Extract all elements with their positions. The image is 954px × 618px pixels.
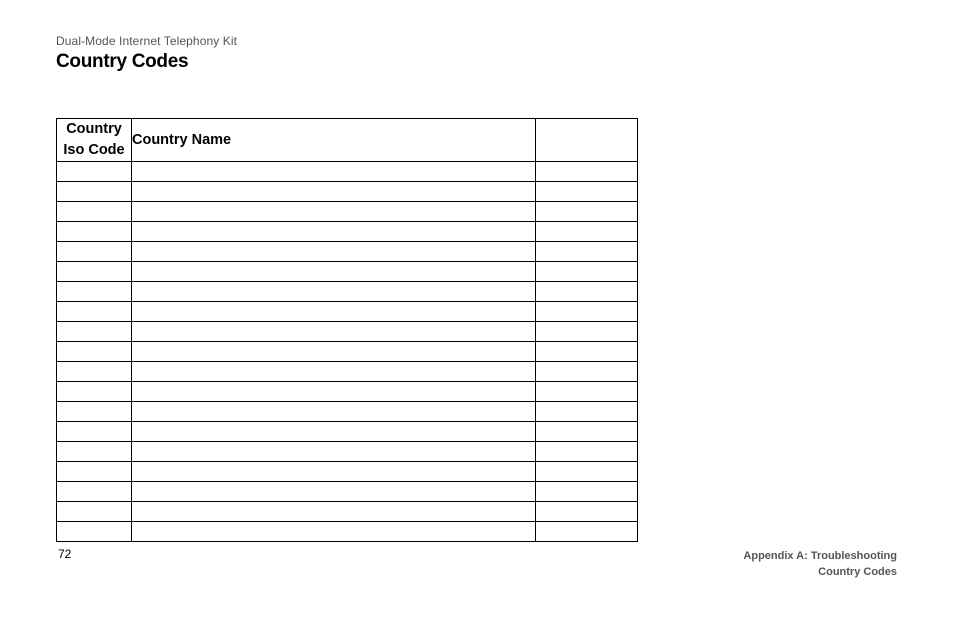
cell-extra — [536, 382, 638, 402]
cell-iso-code — [57, 182, 132, 202]
country-codes-table — [56, 118, 638, 542]
cell-extra — [536, 442, 638, 462]
cell-country-name — [132, 182, 536, 202]
table-row — [57, 262, 638, 282]
cell-extra — [536, 342, 638, 362]
cell-iso-code — [57, 262, 132, 282]
cell-extra — [536, 202, 638, 222]
table-row — [57, 382, 638, 402]
cell-country-name — [132, 502, 536, 522]
cell-iso-code — [57, 302, 132, 322]
column-header-country-name: Country Name — [132, 119, 536, 162]
cell-country-name — [132, 242, 536, 262]
column-header-iso-code: Country Iso Code — [57, 119, 132, 162]
cell-iso-code — [57, 502, 132, 522]
cell-country-name — [132, 462, 536, 482]
cell-extra — [536, 482, 638, 502]
cell-extra — [536, 402, 638, 422]
table-row — [57, 202, 638, 222]
document-title: Dual-Mode Internet Telephony Kit — [56, 34, 238, 48]
cell-iso-code — [57, 282, 132, 302]
cell-country-name — [132, 282, 536, 302]
cell-extra — [536, 522, 638, 542]
table-row — [57, 462, 638, 482]
page-number: 72 — [58, 547, 72, 561]
table-row — [57, 422, 638, 442]
table-header-row — [57, 119, 638, 162]
page-title: Country Codes — [56, 51, 189, 72]
cell-country-name — [132, 262, 536, 282]
table-row — [57, 442, 638, 462]
footer-chapter: Appendix A: Troubleshooting — [743, 550, 897, 562]
cell-iso-code — [57, 382, 132, 402]
table-row — [57, 162, 638, 182]
footer-section: Country Codes — [818, 566, 897, 578]
cell-iso-code — [57, 322, 132, 342]
cell-iso-code — [57, 422, 132, 442]
table-row — [57, 482, 638, 502]
table-row — [57, 502, 638, 522]
cell-country-name — [132, 442, 536, 462]
cell-country-name — [132, 162, 536, 182]
cell-extra — [536, 302, 638, 322]
cell-iso-code — [57, 442, 132, 462]
cell-extra — [536, 282, 638, 302]
table-row — [57, 402, 638, 422]
column-header-blank — [536, 119, 638, 162]
table-row — [57, 282, 638, 302]
table-body — [57, 162, 638, 542]
cell-country-name — [132, 342, 536, 362]
cell-extra — [536, 182, 638, 202]
cell-iso-code — [57, 222, 132, 242]
table-row — [57, 522, 638, 542]
cell-country-name — [132, 422, 536, 442]
footer-section-info — [743, 548, 897, 580]
cell-extra — [536, 362, 638, 382]
table-row — [57, 342, 638, 362]
cell-iso-code — [57, 522, 132, 542]
cell-extra — [536, 502, 638, 522]
cell-extra — [536, 262, 638, 282]
cell-country-name — [132, 362, 536, 382]
cell-country-name — [132, 302, 536, 322]
cell-iso-code — [57, 202, 132, 222]
cell-iso-code — [57, 242, 132, 262]
table-row — [57, 182, 638, 202]
cell-country-name — [132, 202, 536, 222]
cell-extra — [536, 222, 638, 242]
cell-country-name — [132, 482, 536, 502]
table-row — [57, 242, 638, 262]
cell-extra — [536, 242, 638, 262]
table-row — [57, 322, 638, 342]
cell-country-name — [132, 382, 536, 402]
cell-country-name — [132, 222, 536, 242]
cell-country-name — [132, 402, 536, 422]
cell-iso-code — [57, 162, 132, 182]
cell-extra — [536, 462, 638, 482]
cell-country-name — [132, 322, 536, 342]
cell-iso-code — [57, 362, 132, 382]
table-row — [57, 222, 638, 242]
cell-iso-code — [57, 342, 132, 362]
cell-iso-code — [57, 402, 132, 422]
cell-extra — [536, 422, 638, 442]
cell-iso-code — [57, 462, 132, 482]
cell-extra — [536, 162, 638, 182]
table-row — [57, 362, 638, 382]
cell-extra — [536, 322, 638, 342]
cell-iso-code — [57, 482, 132, 502]
table-row — [57, 302, 638, 322]
cell-country-name — [132, 522, 536, 542]
